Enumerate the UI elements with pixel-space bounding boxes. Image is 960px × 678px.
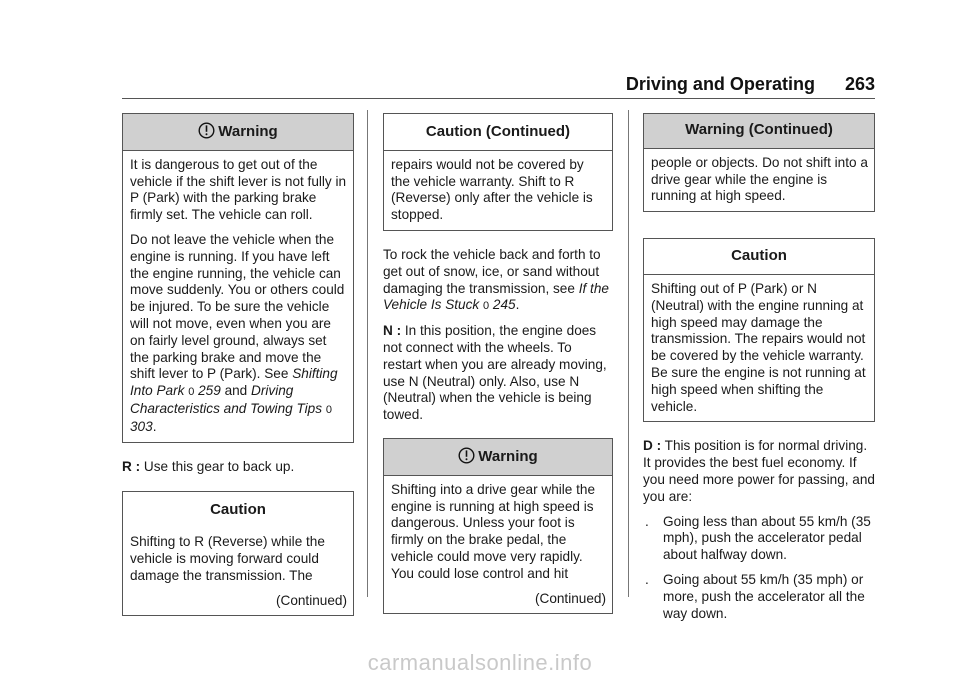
column-3 (643, 113, 875, 630)
caution-paragraph: Shifting out of P (Park) or N (Neutral) with the engine running at high speed may damage the transmission. The repairs would not be covered by the vehicle warranty. Be sure the engine is not running at high speed when shifting the vehicle. (651, 280, 866, 414)
list-item: . Going less than about 55 km/h (35 mph), push the accelerator pedal about halfway down. (645, 513, 871, 563)
cross-ref-link[interactable]: If the Vehicle Is Stuck (383, 280, 609, 313)
cross-ref-link[interactable]: Driving Characteristics and Towing Tips (130, 383, 323, 416)
list-item: . Going about 55 km/h (35 mph) or more, push the accelerator all the way down. (645, 571, 865, 621)
caution-box-reverse (122, 491, 354, 616)
gear-label-r: R : (122, 458, 141, 474)
gear-label-d: D : (643, 438, 662, 454)
column-1 (122, 113, 354, 632)
continued-label: (Continued) (534, 590, 606, 606)
caution-paragraph: Shifting to R (Reverse) while the vehicle is moving forward could damage the transmission. The (130, 534, 325, 583)
warning-title: Warning (123, 114, 353, 151)
neutral-description: N : In this position, the engine does not connect with the wheels. To restart when you are already moving, use N (Neutral) only. Also, use N (Neutral) when the vehicle is being towed. (383, 323, 607, 423)
caution-continued-title: Caution (Continued) (384, 114, 612, 151)
warning-icon (198, 122, 215, 139)
rock-vehicle-paragraph: To rock the vehicle back and forth to get out of snow, ice, or sand without damaging the transmission, see If the Vehicle Is Stuck 0 245. (383, 246, 609, 313)
caution-paragraph: repairs would not be covered by the vehicle warranty. Shift to R (Reverse) only after the vehicle is stopped. (391, 156, 593, 223)
warning-title: Warning (384, 439, 612, 476)
caution-title: Caution (210, 501, 266, 519)
warning-paragraph: Do not leave the vehicle when the engine is running. If you have left the engine running, the vehicle can move suddenly. You or others could be injured. To be sure the vehicle will not move, even when you are on fairly level ground, always set the parking brake and move the shift lever to P (Park). See Shifting Into Park 0 259 and Driving Characteristics and Towing Tips 0 303. (130, 231, 345, 434)
warning-box-park (122, 113, 354, 443)
gear-label-n: N : (383, 323, 402, 339)
cross-ref-page[interactable]: 303 (130, 418, 153, 434)
column-divider-1 (367, 110, 368, 597)
drive-description: D : This position is for normal driving. It provides the best fuel economy. If you need more power for passing, and you are: (643, 438, 875, 504)
header-rule (122, 98, 875, 99)
warning-paragraph: Shifting into a drive gear while the engine is running at high speed is dangerous. Unless your foot is firmly on the brake pedal, the vehicle could move very rapidly. You could lose control and hit (391, 481, 596, 581)
warning-paragraph: It is dangerous to get out of the vehicle if the shift lever is not fully in P (Park) with the parking brake firmly set. The vehicle can roll. (130, 156, 347, 223)
page-number: 263 (844, 74, 875, 94)
warning-paragraph: people or objects. Do not shift into a drive gear while the engine is running at high speed. (651, 154, 868, 204)
warning-icon (458, 447, 475, 464)
column-2 (383, 113, 613, 630)
caution-title: Caution (644, 239, 874, 275)
cross-ref-page[interactable]: 259 (198, 383, 221, 399)
caution-box-high-speed (643, 238, 875, 422)
column-divider-2 (628, 110, 629, 597)
continued-label: (Continued) (275, 592, 347, 608)
cross-ref-link[interactable]: Shifting Into Park (130, 366, 338, 399)
warning-continued-box (643, 113, 875, 212)
drive-bullet-list (643, 514, 875, 623)
watermark: carmanualsonline.info (367, 650, 593, 675)
cross-ref-page[interactable]: 245 (492, 297, 516, 313)
warning-continued-title: Warning (Continued) (644, 114, 874, 149)
reverse-description: R : Use this gear to back up. (122, 458, 295, 474)
section-title: Driving and Operating (625, 74, 815, 94)
warning-box-drive-gear (383, 438, 613, 614)
caution-continued-box (383, 113, 613, 231)
page-header (626, 74, 875, 95)
